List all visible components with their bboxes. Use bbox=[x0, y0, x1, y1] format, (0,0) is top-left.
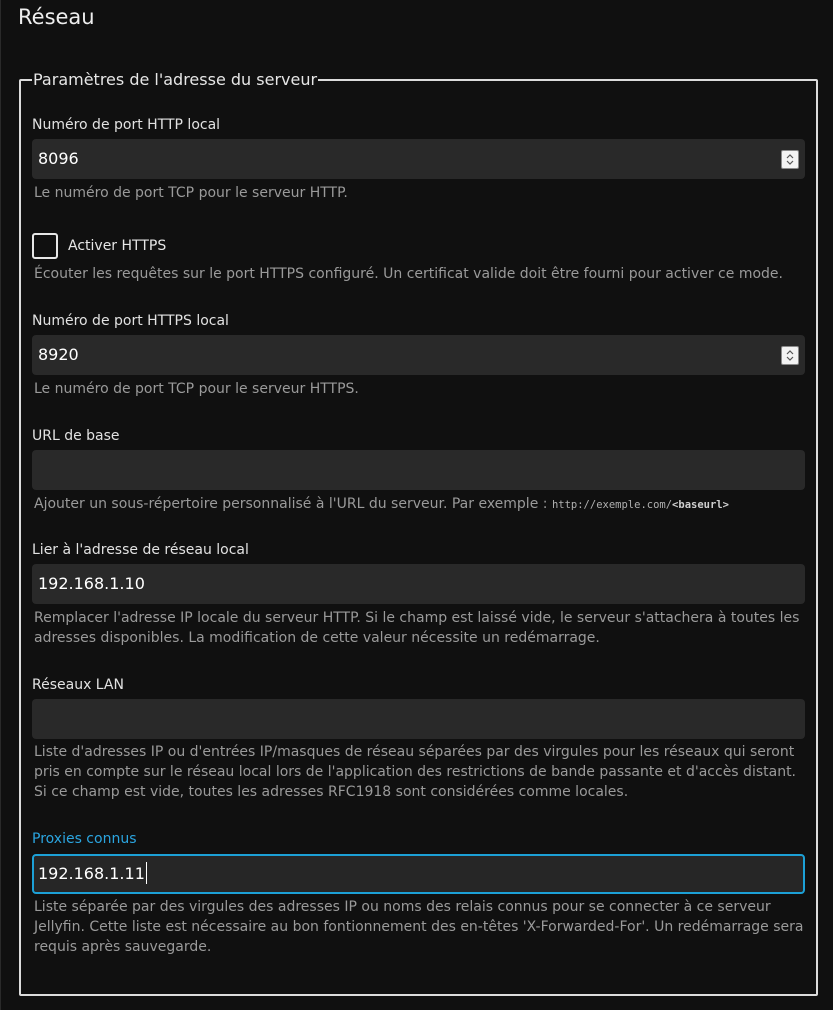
base-url-label: URL de base bbox=[32, 428, 120, 444]
bind-address-label: Lier à l'adresse de réseau local bbox=[32, 542, 249, 558]
http-port-stepper[interactable] bbox=[781, 150, 799, 169]
section-legend: Paramètres de l'adresse du serveur bbox=[33, 70, 318, 89]
base-url-example-placeholder: <baseurl> bbox=[672, 499, 729, 511]
https-port-input[interactable] bbox=[32, 335, 805, 375]
base-url-example-url: http://exemple.com/ bbox=[551, 499, 673, 511]
page-title: Réseau bbox=[18, 5, 95, 29]
lan-networks-label: Réseaux LAN bbox=[32, 677, 124, 693]
https-port-label: Numéro de port HTTPS local bbox=[32, 313, 229, 329]
lan-networks-description: Liste d'adresses IP ou d'entrées IP/masques de réseau séparées par des virgules pour les réseaux qui seront pris en compte sur le réseau local lors de l'application des restrictions de bande passante et d'accès distant. Si ce champ est vide, toutes les adresses RFC1918 sont considérées comme locales. bbox=[34, 744, 797, 800]
https-port-value: 8920 bbox=[38, 345, 79, 364]
http-port-label: Numéro de port HTTP local bbox=[32, 117, 221, 133]
text-cursor bbox=[146, 862, 147, 884]
known-proxies-value: 192.168.1.11 bbox=[38, 864, 145, 883]
base-url-description-text: Ajouter un sous-répertoire personnalisé à l'URL du serveur. Par exemple : bbox=[34, 496, 552, 512]
enable-https-checkbox[interactable] bbox=[32, 233, 58, 259]
lan-networks-input[interactable] bbox=[32, 699, 805, 739]
https-port-stepper[interactable] bbox=[781, 346, 799, 365]
known-proxies-description: Liste séparée par des virgules des adresses IP ou noms des relais connus pour se connecter à ce serveur Jellyfin. Cette liste est nécessaire au bon fontionnement des en-têtes 'X-Forwarded-For'. Un redémarrage sera requis après sauvegarde. bbox=[34, 899, 804, 955]
http-port-value: 8096 bbox=[38, 149, 79, 168]
base-url-example bbox=[552, 499, 729, 511]
http-port-description: Le numéro de port TCP pour le serveur HTTP. bbox=[34, 185, 348, 201]
known-proxies-label: Proxies connus bbox=[32, 831, 137, 847]
bind-address-value: 192.168.1.10 bbox=[38, 574, 145, 593]
enable-https-label[interactable]: Activer HTTPS bbox=[68, 238, 167, 254]
http-port-input[interactable] bbox=[32, 139, 805, 179]
base-url-input[interactable] bbox=[32, 450, 805, 490]
bind-address-input[interactable] bbox=[32, 564, 805, 604]
base-url-description bbox=[34, 494, 804, 515]
stepper-arrows-icon bbox=[782, 151, 798, 168]
known-proxies-input[interactable] bbox=[32, 854, 805, 894]
enable-https-description: Écouter les requêtes sur le port HTTPS configuré. Un certificat valide doit être fourni pour activer ce mode. bbox=[34, 266, 783, 282]
bind-address-description: Remplacer l'adresse IP locale du serveur HTTP. Si le champ est laissé vide, le serveur s'attachera à toutes les adresses disponibles. La modification de cette valeur nécessite un redémarrage. bbox=[34, 610, 800, 646]
https-port-description: Le numéro de port TCP pour le serveur HTTPS. bbox=[34, 381, 359, 397]
stepper-arrows-icon bbox=[782, 347, 798, 364]
